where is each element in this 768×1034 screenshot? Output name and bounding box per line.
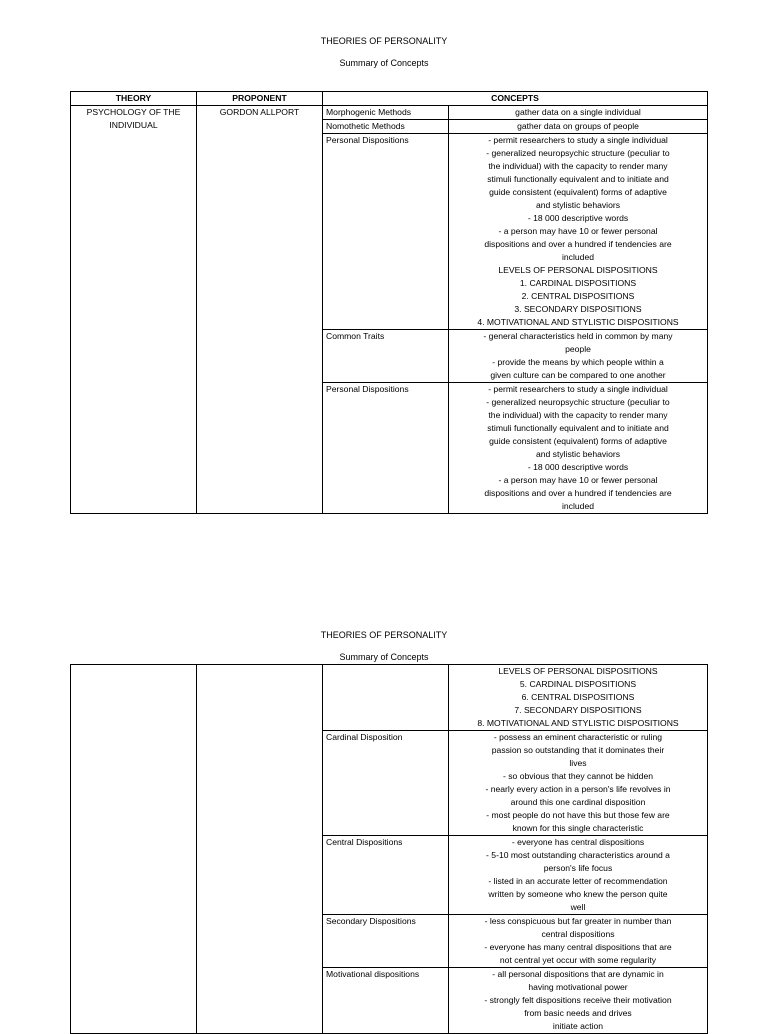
theory-text: PSYCHOLOGY OF THE	[86, 107, 181, 117]
concepts-table-continued	[70, 664, 708, 1034]
concept-name-cell: Common Traits	[323, 330, 449, 383]
page-2	[0, 594, 768, 1031]
concept-detail-cell	[449, 106, 708, 120]
concept-detail-cell	[449, 120, 708, 134]
concept-line: known for this single characteristic	[512, 823, 644, 833]
concept-name-cell: Central Dispositions	[323, 836, 449, 915]
proponent-cell	[197, 106, 323, 514]
concept-line: - 18 000 descriptive words	[527, 213, 629, 223]
concept-line: - everyone has central dispositions	[511, 837, 645, 847]
concept-line: given culture can be compared to one another	[490, 370, 666, 380]
concept-line: 3. SECONDARY DISPOSITIONS	[514, 304, 642, 314]
concept-line: guide consistent (equivalent) forms of adaptive	[489, 436, 667, 446]
concept-detail-cell	[449, 134, 708, 330]
concept-line: - nearly every action in a person's life revolves in	[485, 784, 671, 794]
theory-cell	[71, 106, 197, 514]
concept-line: and stylistic behaviors	[535, 449, 621, 459]
concept-line: - a person may have 10 or fewer personal	[498, 226, 658, 236]
concept-line: 1. CARDINAL DISPOSITIONS	[519, 278, 637, 288]
concept-line: - less conspicuous but far greater in number than	[484, 916, 672, 926]
theory-text: INDIVIDUAL	[109, 120, 158, 130]
table-row	[71, 665, 708, 731]
concept-line: the individual) with the capacity to render many	[488, 410, 668, 420]
concept-detail-cell	[449, 836, 708, 915]
concept-line: - all personal dispositions that are dynamic in	[492, 969, 664, 979]
document-subtitle: Summary of Concepts	[339, 58, 429, 68]
concept-line: people	[565, 344, 591, 354]
concept-line: dispositions and over a hundred if tendencies are	[484, 488, 672, 498]
concept-line: initiate action	[552, 1021, 604, 1031]
concept-line: 8. MOTIVATIONAL AND STYLISTIC DISPOSITIONS	[477, 718, 679, 728]
concept-line: stimuli functionally equivalent and to initiate and	[487, 174, 669, 184]
concept-line: - permit researchers to study a single individual	[488, 135, 668, 145]
concept-detail-cell	[449, 383, 708, 514]
concept-line: not central yet occur with some regularity	[499, 955, 657, 965]
concept-line: - general characteristics held in common by many	[483, 331, 673, 341]
header-theory: THEORY	[71, 92, 197, 106]
concept-line: the individual) with the capacity to render many	[488, 161, 668, 171]
concept-detail-cell	[449, 731, 708, 836]
table-row	[71, 106, 708, 120]
concept-line: - possess an eminent characteristic or ruling	[493, 732, 663, 742]
concept-line: - permit researchers to study a single individual	[488, 384, 668, 394]
concept-line: from basic needs and drives	[524, 1008, 632, 1018]
concept-name-cell: Morphogenic Methods	[323, 106, 449, 120]
concept-name-cell: Personal Dispositions	[323, 383, 449, 514]
concept-detail-cell	[449, 330, 708, 383]
concept-line: having motivational power	[528, 982, 628, 992]
concept-name-cell	[323, 665, 449, 731]
concept-line: lives	[569, 758, 587, 768]
concept-name-cell: Personal Dispositions	[323, 134, 449, 330]
concept-name-cell: Cardinal Disposition	[323, 731, 449, 836]
concept-line: guide consistent (equivalent) forms of adaptive	[489, 187, 667, 197]
concept-line: - generalized neuropsychic structure (peculiar to	[486, 148, 670, 158]
concept-line: - strongly felt dispositions receive their motivation	[484, 995, 672, 1005]
concept-name-cell: Motivational dispositions	[323, 968, 449, 1034]
concept-line: LEVELS OF PERSONAL DISPOSITIONS	[498, 265, 658, 275]
concept-line: included	[561, 252, 594, 262]
concept-line: 4. MOTIVATIONAL AND STYLISTIC DISPOSITIONS	[477, 317, 679, 327]
table-header-row	[71, 92, 708, 106]
concept-detail-cell	[449, 665, 708, 731]
proponent-text: GORDON ALLPORT	[219, 107, 300, 117]
concept-line: gather data on a single individual	[515, 107, 641, 117]
document-title: THEORIES OF PERSONALITY	[320, 36, 448, 46]
proponent-cell	[197, 665, 323, 1034]
concept-line: 7. SECONDARY DISPOSITIONS	[514, 705, 642, 715]
concept-line: LEVELS OF PERSONAL DISPOSITIONS	[498, 666, 658, 676]
concept-line: - 18 000 descriptive words	[527, 462, 629, 472]
theory-cell	[71, 665, 197, 1034]
concept-line: - generalized neuropsychic structure (peculiar to	[486, 397, 670, 407]
concept-line: gather data on groups of people	[517, 121, 639, 131]
concept-line: 6. CENTRAL DISPOSITIONS	[521, 692, 635, 702]
concept-line: person's life focus	[543, 863, 613, 873]
concept-detail-cell	[449, 915, 708, 968]
concept-line: - most people do not have this but those few are	[486, 810, 670, 820]
concept-line: and stylistic behaviors	[535, 200, 621, 210]
concept-line: included	[561, 501, 594, 511]
header-concepts: CONCEPTS	[323, 92, 708, 106]
concept-line: written by someone who knew the person quite	[488, 889, 668, 899]
concept-line: stimuli functionally equivalent and to initiate and	[487, 423, 669, 433]
concept-line: - 5-10 most outstanding characteristics around a	[486, 850, 670, 860]
concept-detail-cell	[449, 968, 708, 1034]
concept-line: - listed in an accurate letter of recommendation	[488, 876, 668, 886]
concept-line: - a person may have 10 or fewer personal	[498, 475, 658, 485]
concept-line: around this one cardinal disposition	[510, 797, 646, 807]
concept-line: - so obvious that they cannot be hidden	[502, 771, 654, 781]
concept-name-cell: Nomothetic Methods	[323, 120, 449, 134]
concept-line: 5. CARDINAL DISPOSITIONS	[519, 679, 637, 689]
concepts-table	[70, 91, 708, 514]
concept-line: passion so outstanding that it dominates their	[491, 745, 665, 755]
concept-line: well	[570, 902, 586, 912]
concept-line: 2. CENTRAL DISPOSITIONS	[521, 291, 635, 301]
header-proponent: PROPONENT	[197, 92, 323, 106]
concept-line: - provide the means by which people within a	[492, 357, 664, 367]
concept-line: central dispositions	[541, 929, 615, 939]
concept-line: - everyone has many central dispositions that are	[484, 942, 672, 952]
concept-line: dispositions and over a hundred if tendencies are	[484, 239, 672, 249]
document-title-page-2: THEORIES OF PERSONALITY	[320, 630, 448, 640]
concept-name-cell: Secondary Dispositions	[323, 915, 449, 968]
document-subtitle-page-2: Summary of Concepts	[339, 652, 429, 662]
